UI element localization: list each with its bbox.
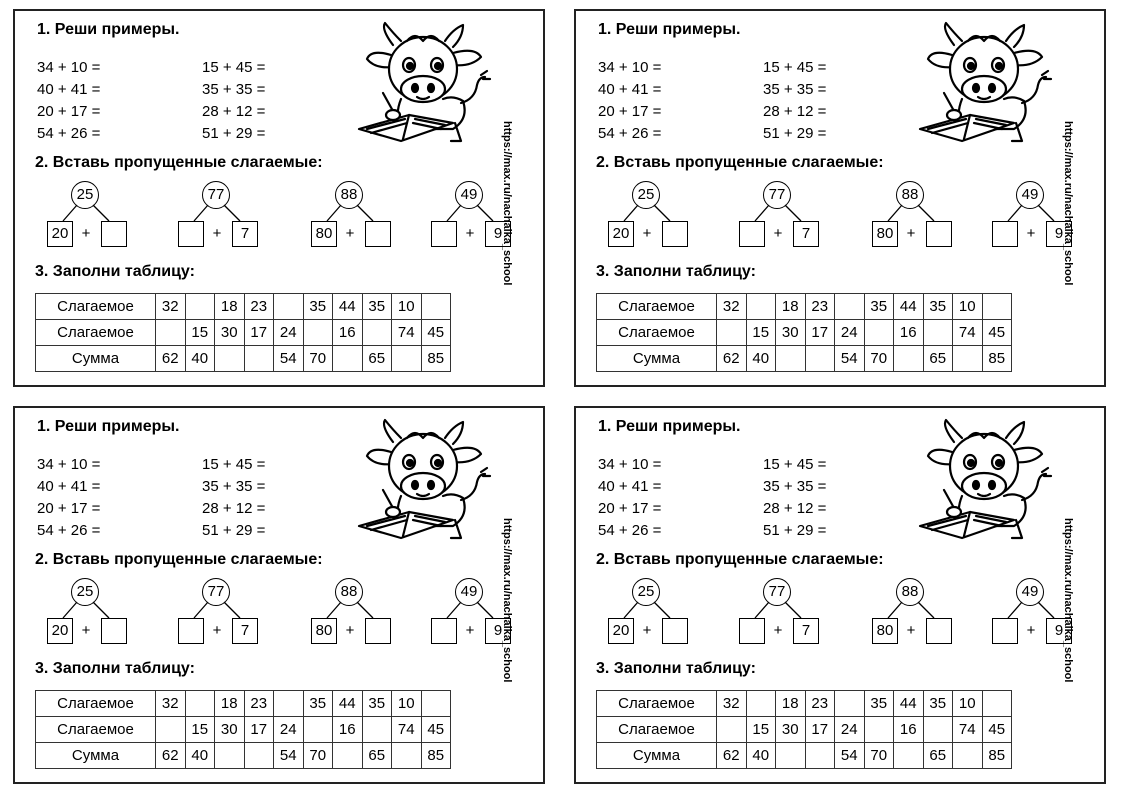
example-right: 35 + 35 = — [202, 478, 266, 495]
table-cell[interactable]: 44 — [894, 294, 924, 320]
table-cell[interactable] — [717, 717, 747, 743]
table-cell[interactable]: 70 — [864, 743, 894, 769]
table-cell[interactable] — [362, 320, 392, 346]
addend-tree — [608, 578, 708, 648]
table-cell[interactable]: 35 — [923, 294, 953, 320]
addend-box-right[interactable]: 9 — [485, 618, 511, 644]
table-cell[interactable]: 45 — [982, 717, 1012, 743]
table-cell[interactable]: 16 — [333, 717, 363, 743]
table-cell[interactable] — [894, 346, 924, 372]
table-cell[interactable] — [923, 320, 953, 346]
table-cell[interactable]: 62 — [156, 743, 186, 769]
example-left: 20 + 17 = — [37, 500, 101, 517]
addend-box-left[interactable]: 20 — [47, 618, 73, 644]
example-left: 40 + 41 = — [598, 478, 662, 495]
sum-circle: 49 — [1016, 578, 1044, 606]
addend-box-right[interactable] — [926, 618, 952, 644]
addend-tree — [739, 578, 839, 648]
table-cell[interactable]: 17 — [805, 320, 835, 346]
addend-box-left[interactable] — [431, 221, 457, 247]
worksheet-card — [574, 406, 1106, 784]
plus-sign: + — [212, 622, 222, 639]
task3-title: 3. Заполни таблицу: — [35, 660, 195, 677]
worksheet-card — [13, 406, 545, 784]
sum-circle: 88 — [896, 578, 924, 606]
example-right: 28 + 12 = — [202, 103, 266, 120]
addition-table — [35, 293, 451, 372]
sum-circle: 25 — [71, 578, 99, 606]
table-cell[interactable]: 44 — [333, 691, 363, 717]
table-cell[interactable]: 45 — [982, 320, 1012, 346]
table-cell[interactable] — [421, 691, 451, 717]
task3-title: 3. Заполни таблицу: — [35, 263, 195, 280]
table-cell[interactable]: 35 — [362, 691, 392, 717]
table-cell[interactable]: 35 — [303, 294, 333, 320]
table-cell[interactable]: 40 — [185, 743, 215, 769]
plus-sign: + — [465, 622, 475, 639]
table-cell[interactable]: 23 — [805, 294, 835, 320]
table-cell[interactable] — [746, 294, 776, 320]
table-cell[interactable]: 16 — [333, 320, 363, 346]
addend-box-right[interactable] — [662, 618, 688, 644]
table-cell[interactable]: 45 — [421, 320, 451, 346]
table-cell[interactable]: 85 — [421, 743, 451, 769]
table-cell[interactable] — [392, 743, 422, 769]
plus-sign: + — [81, 622, 91, 639]
sum-circle: 88 — [896, 181, 924, 209]
table-row — [597, 691, 1012, 717]
table-cell[interactable]: 32 — [156, 294, 186, 320]
addend-tree — [178, 181, 278, 251]
table-cell[interactable]: 62 — [717, 346, 747, 372]
sum-circle: 25 — [71, 181, 99, 209]
addend-box-left[interactable] — [739, 221, 765, 247]
plus-sign: + — [345, 225, 355, 242]
table-cell[interactable] — [746, 691, 776, 717]
addend-box-left[interactable]: 80 — [872, 618, 898, 644]
example-right: 15 + 45 = — [763, 456, 827, 473]
task2-title: 2. Вставь пропущенные слагаемые: — [35, 551, 323, 568]
example-left: 40 + 41 = — [598, 81, 662, 98]
table-cell[interactable] — [274, 691, 304, 717]
task1-title: 1. Реши примеры. — [598, 418, 741, 435]
row-label: Слагаемое — [597, 320, 717, 346]
example-right: 51 + 29 = — [202, 125, 266, 142]
table-cell[interactable] — [982, 294, 1012, 320]
addend-tree — [431, 181, 531, 251]
table-cell[interactable]: 23 — [244, 294, 274, 320]
addend-box-right[interactable]: 9 — [485, 221, 511, 247]
sum-circle: 77 — [763, 181, 791, 209]
row-label: Слагаемое — [36, 717, 156, 743]
site-link: https://max.ru/nachalka_school — [501, 121, 513, 286]
addend-box-left[interactable] — [178, 221, 204, 247]
table-cell[interactable]: 32 — [717, 691, 747, 717]
plus-sign: + — [906, 622, 916, 639]
table-cell[interactable] — [185, 691, 215, 717]
addend-tree — [992, 578, 1092, 648]
table-row — [36, 717, 451, 743]
addend-tree — [872, 578, 972, 648]
task2-title: 2. Вставь пропущенные слагаемые: — [596, 154, 884, 171]
sum-circle: 77 — [202, 578, 230, 606]
example-left: 54 + 26 = — [37, 125, 101, 142]
example-right: 15 + 45 = — [202, 59, 266, 76]
addend-tree — [178, 578, 278, 648]
table-cell[interactable]: 54 — [835, 346, 865, 372]
addend-box-right[interactable] — [926, 221, 952, 247]
sum-circle: 77 — [202, 181, 230, 209]
table-cell[interactable]: 40 — [746, 346, 776, 372]
table-cell[interactable]: 17 — [244, 717, 274, 743]
table-cell[interactable]: 16 — [894, 717, 924, 743]
example-right: 35 + 35 = — [763, 81, 827, 98]
table-row — [597, 743, 1012, 769]
table-cell[interactable]: 10 — [953, 691, 983, 717]
example-left: 40 + 41 = — [37, 478, 101, 495]
table-cell[interactable]: 54 — [274, 743, 304, 769]
addend-tree — [608, 181, 708, 251]
sum-circle: 25 — [632, 578, 660, 606]
table-cell[interactable]: 62 — [156, 346, 186, 372]
addend-box-right[interactable] — [101, 221, 127, 247]
addend-box-left[interactable]: 20 — [608, 221, 634, 247]
plus-sign: + — [1026, 225, 1036, 242]
table-cell[interactable] — [894, 743, 924, 769]
plus-sign: + — [1026, 622, 1036, 639]
row-label: Слагаемое — [597, 717, 717, 743]
site-link: https://max.ru/nachalka_school — [1062, 121, 1074, 286]
example-right: 28 + 12 = — [763, 500, 827, 517]
table-cell[interactable]: 35 — [303, 691, 333, 717]
table-cell[interactable]: 40 — [746, 743, 776, 769]
table-row — [597, 320, 1012, 346]
table-cell[interactable] — [982, 691, 1012, 717]
table-cell[interactable] — [244, 346, 274, 372]
cow-with-book-icon — [914, 416, 1056, 542]
plus-sign: + — [465, 225, 475, 242]
addend-box-right[interactable]: 9 — [1046, 618, 1072, 644]
table-cell[interactable]: 54 — [835, 743, 865, 769]
example-right: 51 + 29 = — [763, 522, 827, 539]
task3-title: 3. Заполни таблицу: — [596, 263, 756, 280]
sum-circle: 88 — [335, 578, 363, 606]
addition-table — [596, 690, 1012, 769]
row-label: Сумма — [36, 346, 156, 372]
table-cell[interactable] — [953, 346, 983, 372]
task1-title: 1. Реши примеры. — [37, 418, 180, 435]
table-cell[interactable]: 70 — [864, 346, 894, 372]
table-cell[interactable] — [156, 717, 186, 743]
table-cell[interactable] — [864, 717, 894, 743]
example-right: 28 + 12 = — [202, 500, 266, 517]
table-cell[interactable]: 32 — [717, 294, 747, 320]
task2-title: 2. Вставь пропущенные слагаемые: — [35, 154, 323, 171]
table-cell[interactable]: 17 — [805, 717, 835, 743]
table-cell[interactable]: 35 — [923, 691, 953, 717]
addend-tree — [431, 578, 531, 648]
table-row — [597, 717, 1012, 743]
table-cell[interactable]: 23 — [244, 691, 274, 717]
table-cell[interactable] — [864, 320, 894, 346]
addend-box-left[interactable]: 80 — [311, 221, 337, 247]
addend-box-left[interactable]: 80 — [872, 221, 898, 247]
example-left: 54 + 26 = — [37, 522, 101, 539]
table-cell[interactable] — [953, 743, 983, 769]
site-link: https://max.ru/nachalka_school — [1062, 518, 1074, 683]
table-cell[interactable]: 85 — [421, 346, 451, 372]
row-label: Слагаемое — [597, 294, 717, 320]
table-cell[interactable]: 54 — [274, 346, 304, 372]
table-cell[interactable]: 35 — [864, 691, 894, 717]
table-cell[interactable]: 85 — [982, 743, 1012, 769]
site-link: https://max.ru/nachalka_school — [501, 518, 513, 683]
addition-table — [35, 690, 451, 769]
addend-box-right[interactable]: 7 — [232, 618, 258, 644]
addend-box-right[interactable] — [365, 618, 391, 644]
table-row — [597, 294, 1012, 320]
table-cell[interactable] — [392, 346, 422, 372]
table-cell[interactable]: 74 — [392, 717, 422, 743]
addition-table — [596, 293, 1012, 372]
addend-box-right[interactable]: 7 — [793, 221, 819, 247]
table-cell[interactable]: 65 — [362, 743, 392, 769]
table-cell[interactable] — [776, 743, 806, 769]
addend-box-left[interactable] — [178, 618, 204, 644]
table-cell[interactable] — [805, 743, 835, 769]
table-cell[interactable]: 74 — [392, 320, 422, 346]
table-cell[interactable]: 15 — [746, 717, 776, 743]
plus-sign: + — [906, 225, 916, 242]
example-left: 54 + 26 = — [598, 125, 662, 142]
table-row — [36, 320, 451, 346]
table-cell[interactable] — [923, 717, 953, 743]
cow-with-book-icon — [353, 19, 495, 145]
table-cell[interactable]: 24 — [835, 320, 865, 346]
table-row — [597, 346, 1012, 372]
table-cell[interactable]: 62 — [717, 743, 747, 769]
table-cell[interactable] — [776, 346, 806, 372]
table-cell[interactable]: 65 — [923, 346, 953, 372]
example-right: 51 + 29 = — [763, 125, 827, 142]
table-cell[interactable]: 30 — [776, 320, 806, 346]
plus-sign: + — [81, 225, 91, 242]
row-label: Слагаемое — [36, 691, 156, 717]
addend-box-right[interactable]: 7 — [232, 221, 258, 247]
addend-tree — [47, 578, 147, 648]
table-cell[interactable]: 15 — [185, 320, 215, 346]
example-right: 51 + 29 = — [202, 522, 266, 539]
table-cell[interactable] — [362, 717, 392, 743]
table-cell[interactable]: 32 — [156, 691, 186, 717]
addend-tree — [311, 578, 411, 648]
example-left: 54 + 26 = — [598, 522, 662, 539]
addend-box-right[interactable] — [101, 618, 127, 644]
table-cell[interactable]: 44 — [894, 691, 924, 717]
table-cell[interactable]: 10 — [392, 691, 422, 717]
example-left: 34 + 10 = — [37, 456, 101, 473]
example-left: 34 + 10 = — [598, 456, 662, 473]
table-cell[interactable] — [835, 294, 865, 320]
addend-box-right[interactable] — [662, 221, 688, 247]
table-cell[interactable] — [805, 346, 835, 372]
table-cell[interactable]: 70 — [303, 743, 333, 769]
addend-tree — [311, 181, 411, 251]
table-cell[interactable]: 74 — [953, 320, 983, 346]
addend-box-right[interactable] — [365, 221, 391, 247]
addend-box-left[interactable] — [992, 221, 1018, 247]
row-label: Сумма — [36, 743, 156, 769]
table-row — [36, 346, 451, 372]
row-label: Слагаемое — [36, 320, 156, 346]
row-label: Слагаемое — [597, 691, 717, 717]
plus-sign: + — [212, 225, 222, 242]
table-cell[interactable]: 24 — [835, 717, 865, 743]
task1-title: 1. Реши примеры. — [37, 21, 180, 38]
table-cell[interactable] — [303, 320, 333, 346]
addend-tree — [47, 181, 147, 251]
table-cell[interactable]: 23 — [805, 691, 835, 717]
table-cell[interactable]: 70 — [303, 346, 333, 372]
table-cell[interactable]: 18 — [776, 691, 806, 717]
worksheet-card — [574, 9, 1106, 387]
addend-tree — [872, 181, 972, 251]
table-cell[interactable]: 35 — [362, 294, 392, 320]
table-cell[interactable]: 30 — [776, 717, 806, 743]
sum-circle: 88 — [335, 181, 363, 209]
table-cell[interactable] — [215, 346, 245, 372]
table-cell[interactable]: 18 — [215, 294, 245, 320]
cow-with-book-icon — [914, 19, 1056, 145]
table-cell[interactable] — [274, 294, 304, 320]
table-cell[interactable] — [215, 743, 245, 769]
table-cell[interactable]: 85 — [982, 346, 1012, 372]
task3-title: 3. Заполни таблицу: — [596, 660, 756, 677]
table-cell[interactable]: 65 — [923, 743, 953, 769]
example-right: 35 + 35 = — [763, 478, 827, 495]
table-cell[interactable] — [333, 743, 363, 769]
table-row — [36, 743, 451, 769]
addend-box-left[interactable]: 80 — [311, 618, 337, 644]
plus-sign: + — [345, 622, 355, 639]
sum-circle: 25 — [632, 181, 660, 209]
table-cell[interactable] — [835, 691, 865, 717]
table-cell[interactable]: 45 — [421, 717, 451, 743]
table-cell[interactable] — [156, 320, 186, 346]
table-cell[interactable]: 30 — [215, 320, 245, 346]
worksheet-card — [13, 9, 545, 387]
table-cell[interactable]: 65 — [362, 346, 392, 372]
row-label: Слагаемое — [36, 294, 156, 320]
table-cell[interactable]: 15 — [185, 717, 215, 743]
task2-title: 2. Вставь пропущенные слагаемые: — [596, 551, 884, 568]
table-cell[interactable] — [333, 346, 363, 372]
table-cell[interactable]: 44 — [333, 294, 363, 320]
example-left: 20 + 17 = — [598, 500, 662, 517]
table-cell[interactable] — [421, 294, 451, 320]
addend-box-right[interactable]: 9 — [1046, 221, 1072, 247]
example-left: 34 + 10 = — [598, 59, 662, 76]
plus-sign: + — [642, 622, 652, 639]
addend-box-left[interactable] — [992, 618, 1018, 644]
table-cell[interactable]: 10 — [953, 294, 983, 320]
table-cell[interactable]: 16 — [894, 320, 924, 346]
example-right: 15 + 45 = — [763, 59, 827, 76]
table-cell[interactable]: 10 — [392, 294, 422, 320]
task1-title: 1. Реши примеры. — [598, 21, 741, 38]
addend-box-left[interactable] — [739, 618, 765, 644]
example-left: 20 + 17 = — [37, 103, 101, 120]
table-cell[interactable] — [185, 294, 215, 320]
table-row — [36, 691, 451, 717]
example-right: 15 + 45 = — [202, 456, 266, 473]
cow-with-book-icon — [353, 416, 495, 542]
table-cell[interactable]: 17 — [244, 320, 274, 346]
table-row — [36, 294, 451, 320]
table-cell[interactable]: 74 — [953, 717, 983, 743]
row-label: Сумма — [597, 346, 717, 372]
sum-circle: 49 — [455, 181, 483, 209]
example-left: 20 + 17 = — [598, 103, 662, 120]
addend-box-left[interactable]: 20 — [47, 221, 73, 247]
table-cell[interactable]: 18 — [776, 294, 806, 320]
table-cell[interactable] — [244, 743, 274, 769]
plus-sign: + — [642, 225, 652, 242]
table-cell[interactable]: 24 — [274, 717, 304, 743]
addend-box-left[interactable] — [431, 618, 457, 644]
plus-sign: + — [773, 225, 783, 242]
table-cell[interactable]: 40 — [185, 346, 215, 372]
example-left: 40 + 41 = — [37, 81, 101, 98]
table-cell[interactable] — [717, 320, 747, 346]
example-right: 28 + 12 = — [763, 103, 827, 120]
addend-box-right[interactable]: 7 — [793, 618, 819, 644]
addend-tree — [992, 181, 1092, 251]
sum-circle: 49 — [1016, 181, 1044, 209]
table-cell[interactable]: 18 — [215, 691, 245, 717]
addend-box-left[interactable]: 20 — [608, 618, 634, 644]
table-cell[interactable]: 35 — [864, 294, 894, 320]
row-label: Сумма — [597, 743, 717, 769]
sum-circle: 49 — [455, 578, 483, 606]
table-cell[interactable] — [303, 717, 333, 743]
example-right: 35 + 35 = — [202, 81, 266, 98]
addend-tree — [739, 181, 839, 251]
table-cell[interactable]: 15 — [746, 320, 776, 346]
sum-circle: 77 — [763, 578, 791, 606]
table-cell[interactable]: 24 — [274, 320, 304, 346]
example-left: 34 + 10 = — [37, 59, 101, 76]
table-cell[interactable]: 30 — [215, 717, 245, 743]
plus-sign: + — [773, 622, 783, 639]
